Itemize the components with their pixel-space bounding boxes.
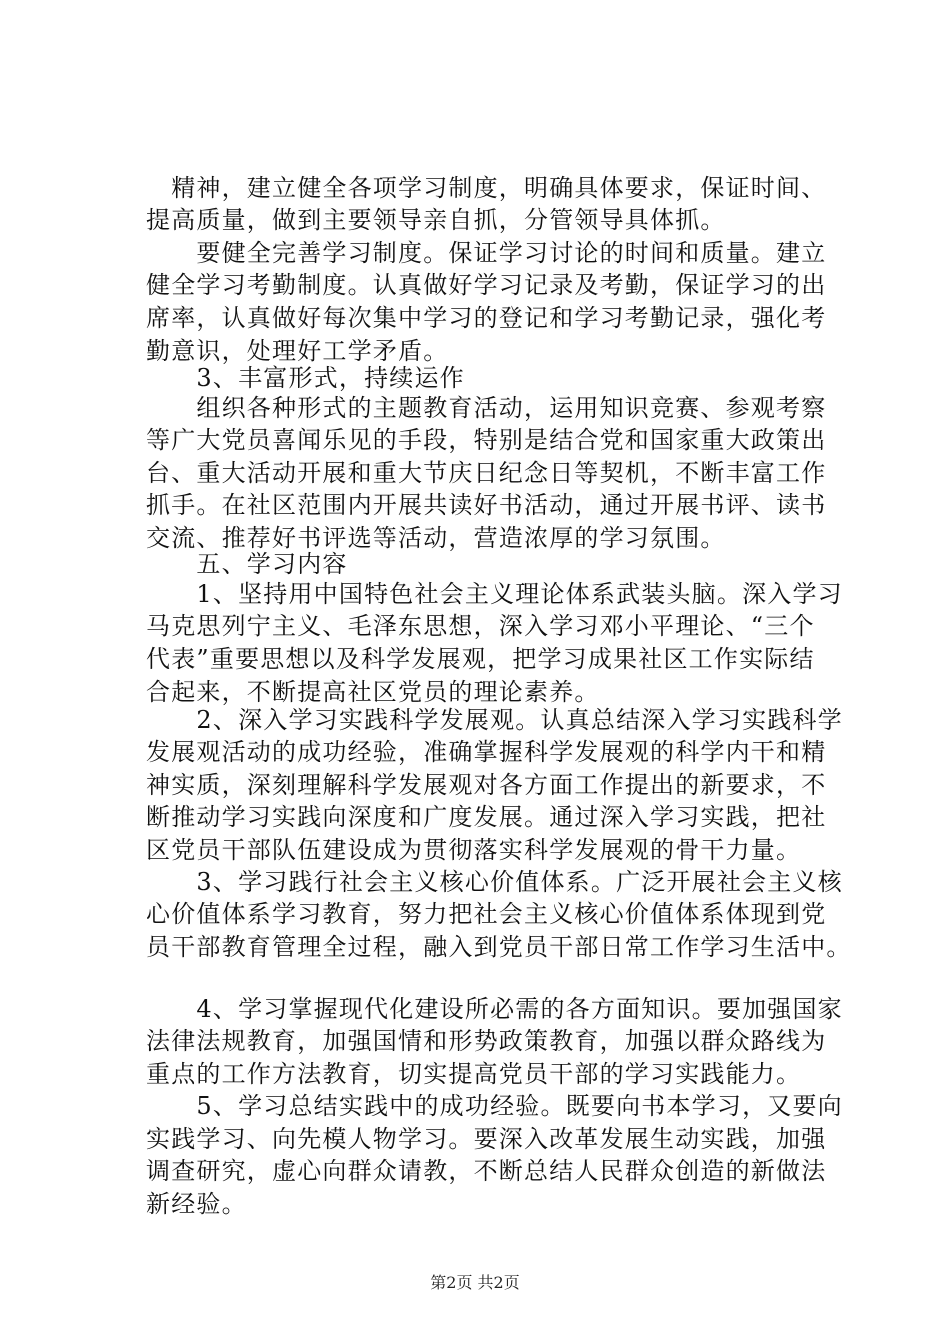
text-line: 席率，认真做好每次集中学习的登记和学习考勤记录，强化考 <box>146 304 827 332</box>
text-line: 交流、推荐好书评选等活动，营造浓厚的学习氛围。 <box>146 524 726 552</box>
text-line: 等广大党员喜闻乐见的手段，特别是结合党和国家重大政策出 <box>146 426 827 454</box>
text-line: 神实质，深刻理解科学发展观对各方面工作提出的新要求，不 <box>146 771 827 799</box>
section-heading: 3、丰富形式，持续运作 <box>146 364 465 392</box>
text-line: 抓手。在社区范围内开展共读好书活动，通过开展书评、读书 <box>146 491 827 519</box>
text-line: 健全学习考勤制度。认真做好学习记录及考勤，保证学习的出 <box>146 271 827 299</box>
page-footer: 第2页 共2页 <box>430 1273 520 1292</box>
text-line: 组织各种形式的主题教育活动，运用知识竞赛、参观考察 <box>146 394 827 422</box>
text-line: 发展观活动的成功经验，准确掌握科学发展观的科学内干和精 <box>146 738 827 766</box>
text-line: 4、学习掌握现代化建设所必需的各方面知识。要加强国家 <box>146 995 843 1023</box>
text-line: 要健全完善学习制度。保证学习讨论的时间和质量。建立 <box>146 239 827 267</box>
text-line: 2、深入学习实践科学发展观。认真总结深入学习实践科学 <box>146 706 843 734</box>
text-line: 勤意识，处理好工学矛盾。 <box>146 337 449 365</box>
text-line: 调查研究，虚心向群众请教，不断总结人民群众创造的新做法 <box>146 1157 827 1185</box>
text-line: 3、学习践行社会主义核心价值体系。广泛开展社会主义核 <box>146 868 843 896</box>
text-line: 心价值体系学习教育，努力把社会主义核心价值体系体现到党 <box>146 900 827 928</box>
text-line: 法律法规教育，加强国情和形势政策教育，加强以群众路线为 <box>146 1027 827 1055</box>
text-line: 5、学习总结实践中的成功经验。既要向书本学习，又要向 <box>146 1092 843 1120</box>
text-line: 精神，建立健全各项学习制度，明确具体要求，保证时间、 <box>146 174 827 202</box>
text-line: 断推动学习实践向深度和广度发展。通过深入学习实践，把社 <box>146 803 827 831</box>
text-line: 马克思列宁主义、毛泽东思想，深入学习邓小平理论、“三个 <box>146 612 815 640</box>
text-line: 台、重大活动开展和重大节庆日纪念日等契机，不断丰富工作 <box>146 459 827 487</box>
text-line: 提高质量，做到主要领导亲自抓，分管领导具体抓。 <box>146 206 726 234</box>
text-line: 新经验。 <box>146 1190 247 1218</box>
text-line: 重点的工作方法教育，切实提高党员干部的学习实践能力。 <box>146 1060 802 1088</box>
text-line: 区党员干部队伍建设成为贯彻落实科学发展观的骨干力量。 <box>146 836 802 864</box>
text-line: 1、坚持用中国特色社会主义理论体系武装头脑。深入学习 <box>146 580 843 608</box>
text-line: 实践学习、向先模人物学习。要深入改革发展生动实践，加强 <box>146 1125 827 1153</box>
text-line: 员干部教育管理全过程，融入到党员干部日常工作学习生活中。 <box>146 933 852 961</box>
text-line: 代表”重要思想以及科学发展观，把学习成果社区工作实际结 <box>146 645 815 673</box>
text-line: 合起来，不断提高社区党员的理论素养。 <box>146 678 600 706</box>
section-heading: 五、学习内容 <box>146 550 348 578</box>
